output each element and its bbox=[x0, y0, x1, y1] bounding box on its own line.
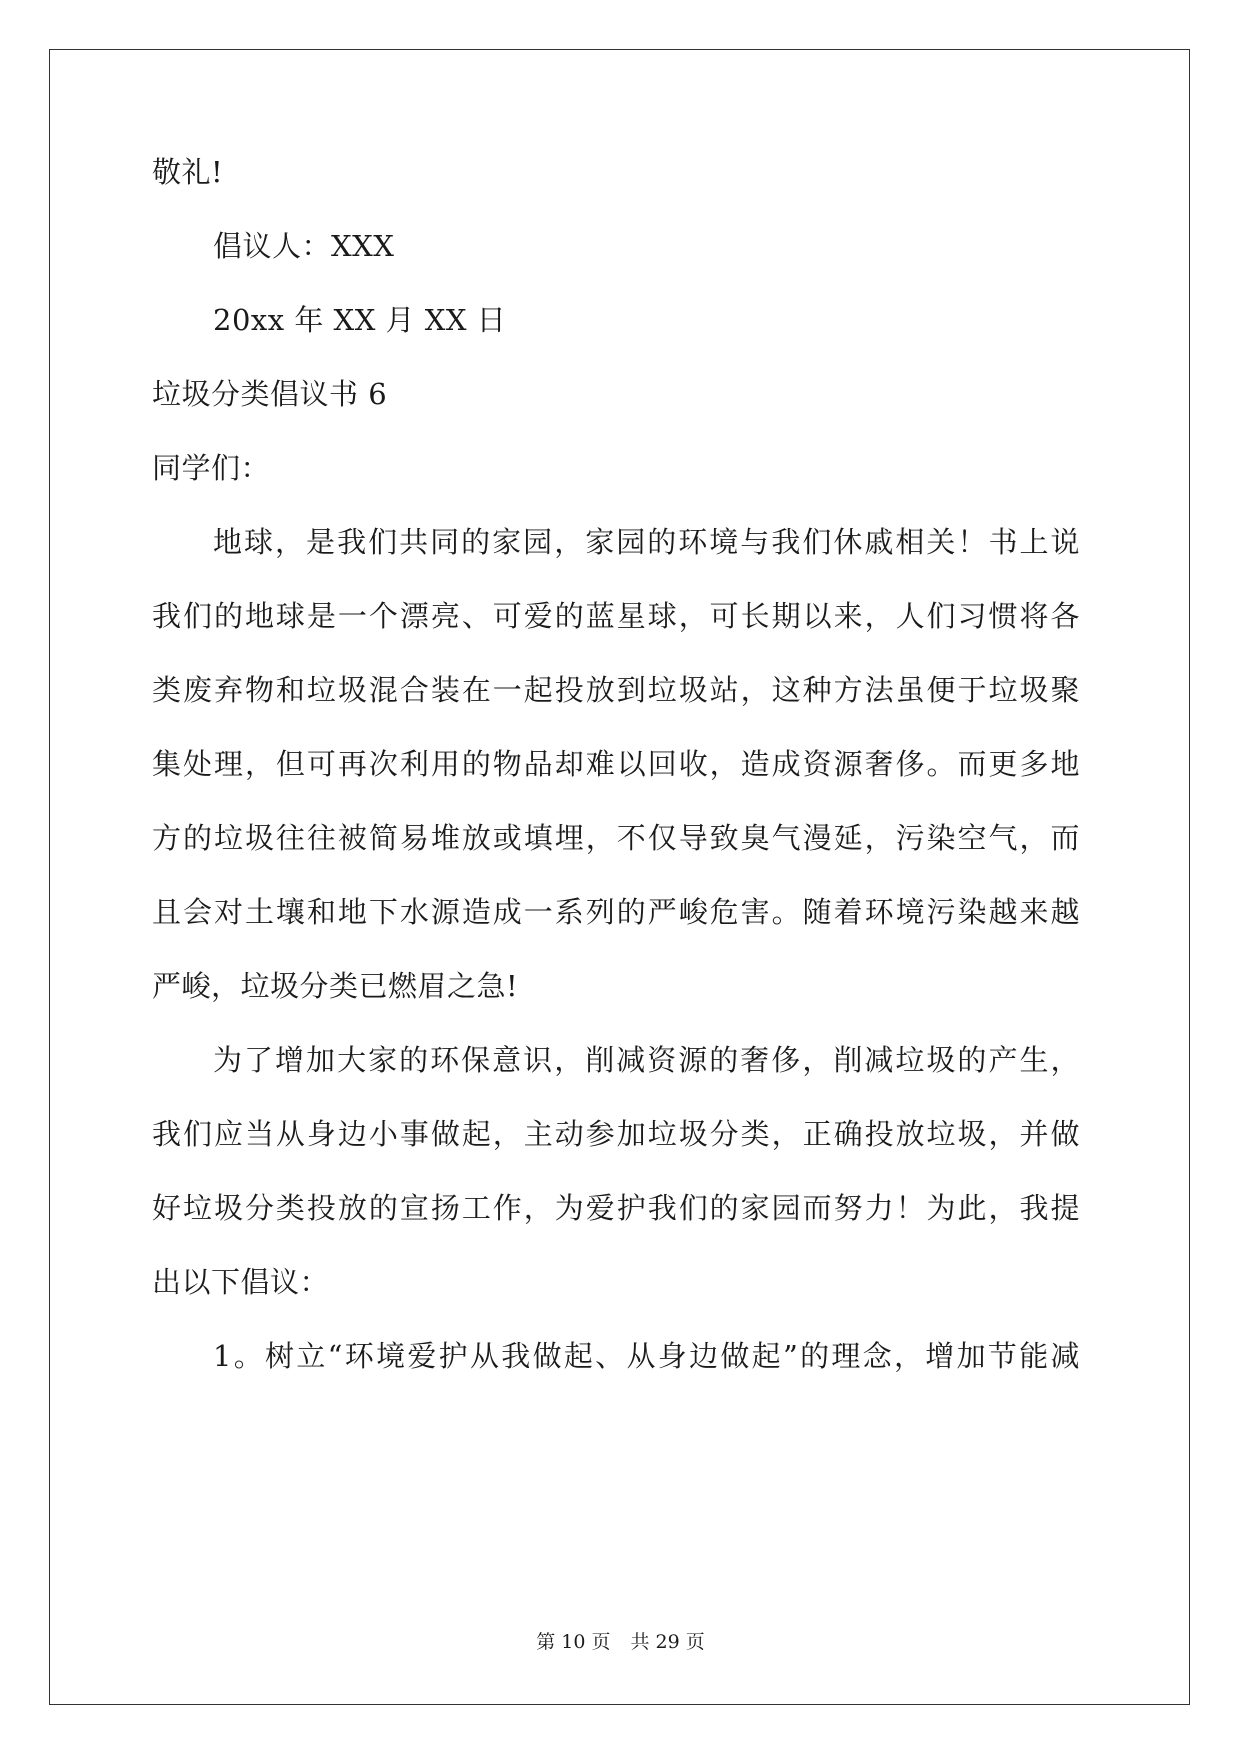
paragraph-line: 我们的地球是一个漂亮、可爱的蓝星球，可长期以来，人们习惯将各 bbox=[152, 599, 1080, 633]
closing-salutation: 敬礼! bbox=[152, 155, 224, 189]
paragraph-line: 出以下倡议： bbox=[152, 1265, 330, 1299]
section-title: 垃圾分类倡议书 6 bbox=[152, 377, 388, 411]
page-number: 第 10 页 bbox=[536, 1631, 611, 1653]
paragraph-line: 地球，是我们共同的家园，家园的环境与我们休戚相关！书上说 bbox=[213, 525, 1080, 559]
paragraph-line: 为了增加大家的环保意识，削减资源的奢侈，削减垃圾的产生， bbox=[213, 1043, 1080, 1077]
paragraph-line: 方的垃圾往往被简易堆放或填埋，不仅导致臭气漫延，污染空气，而 bbox=[152, 821, 1080, 855]
paragraph-line: 且会对土壤和地下水源造成一系列的严峻危害。随着环境污染越来越 bbox=[152, 895, 1080, 929]
page-footer bbox=[0, 1630, 1241, 1654]
signatory-line: 倡议人：XXX bbox=[213, 229, 395, 263]
numbered-item: 1。树立“环境爱护从我做起、从身边做起”的理念，增加节能减 bbox=[213, 1339, 1080, 1373]
paragraph-line: 我们应当从身边小事做起，主动参加垃圾分类，正确投放垃圾，并做 bbox=[152, 1117, 1080, 1151]
greeting: 同学们： bbox=[152, 451, 271, 485]
page-total: 共 29 页 bbox=[630, 1631, 705, 1653]
paragraph-line: 严峻，垃圾分类已燃眉之急! bbox=[152, 969, 519, 1003]
paragraph-line: 好垃圾分类投放的宣扬工作，为爱护我们的家园而努力！为此，我提 bbox=[152, 1191, 1080, 1225]
date-line: 20xx 年 XX 月 XX 日 bbox=[213, 303, 507, 337]
page-border bbox=[49, 49, 1190, 1705]
paragraph-line: 集处理，但可再次利用的物品却难以回收，造成资源奢侈。而更多地 bbox=[152, 747, 1080, 781]
paragraph-line: 类废弃物和垃圾混合装在一起投放到垃圾站，这种方法虽便于垃圾聚 bbox=[152, 673, 1080, 707]
